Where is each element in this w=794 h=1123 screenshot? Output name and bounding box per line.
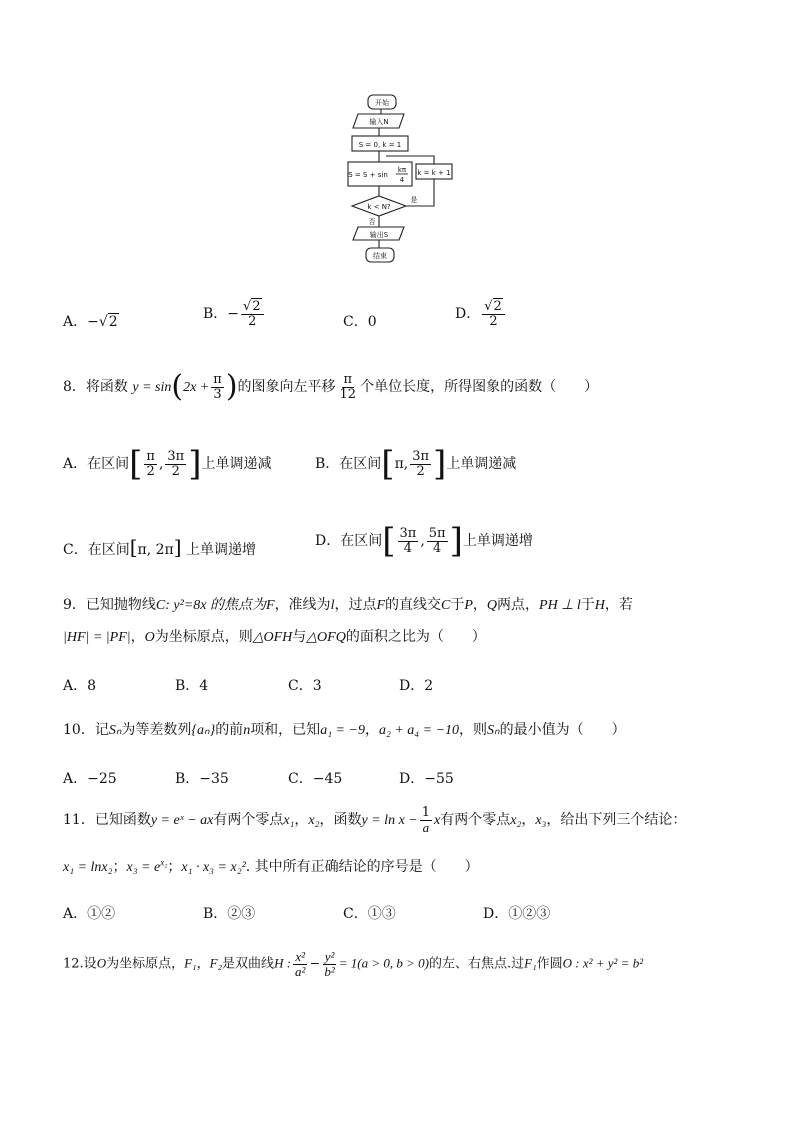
fraction-denominator: 4 [433,540,442,556]
math-expression: x₃ = e [126,860,161,875]
math-symbol: x₂ [510,813,522,829]
q10-option-b: B．−35 [175,771,229,787]
fraction-denominator: 12 [339,386,357,402]
math-expression: a₁ = −9 [320,723,365,738]
math-expression: △OFQ [306,630,346,645]
fraction-denominator: b² [324,963,335,979]
q10-option-a: A．−25 [63,771,117,787]
math-symbol: x [434,813,441,829]
stem-text: 两点， [497,597,540,613]
q11-option-a: A．①② [63,906,116,922]
stem-text: 的前 [215,722,244,738]
fraction-numerator: π [213,371,222,387]
flow-start-label: 开始 [375,99,389,107]
stem-text: ，给出下列三个结论： [546,812,687,829]
math-symbol: F [266,598,275,613]
fraction-numerator: y² [324,949,335,964]
q9-option-c: C．3 [288,678,322,694]
math-expression: = 1(a > 0, b > 0) [338,955,429,971]
stem-text: ， [521,812,536,829]
q9-option-b: B．4 [175,678,209,694]
q8-option-d: D．在区间[ $\frac{3\pi}{4}$ , $\frac{5\pi}{4}$ ]上单调递增 [315,521,533,561]
math-expression: : y²=8x 的焦点为 [165,598,266,613]
math-expression: O : x² + y² = b² [562,955,644,971]
fraction-denominator: 4 [403,540,413,556]
q11-option-c: C．①③ [343,906,396,922]
stem-text: ， [364,722,379,738]
stem-text: 于 [580,597,595,613]
math-symbol: x₂ [308,813,320,829]
math-expression: {aₙ} [191,723,216,738]
option-text: D．在区间 [315,533,383,549]
option-text: B．在区间 [315,456,382,472]
stem-text: ，若 [604,597,633,613]
math-expression: x₁ = lnx₂ [63,860,113,875]
fraction-numerator: 3π [412,448,430,464]
q10-option-d: D．−55 [399,771,454,787]
fraction-denominator: 2 [416,463,425,479]
q8-option-b: B．在区间[π, $\frac{3\pi}{2}$ ]上单调递减 [315,444,517,484]
math-symbol: n [243,723,251,738]
fraction-numerator: 2 [252,299,261,314]
stem-text: 的面积之比为（ ） [345,629,486,645]
q8-stem: 8．将函数 y = sin(2x + $\frac{\pi}{3}$ )的图象向左平移 $\frac{\pi}{12}$ 个单位长度，所得图象的函数（ ） [63,369,599,404]
math-symbol: C [441,598,451,613]
option-label: B． [203,306,228,323]
q12-stem [63,950,643,978]
math-expression: |HF| = |PF| [63,630,131,645]
q7-option-b: B．− $\frac{√2}{2}$ [203,300,266,328]
fraction-denominator: a² [295,963,306,979]
q9-option-a: A．8 [63,678,97,694]
stem-text: ，则 [459,722,488,738]
stem-text: ； [112,859,127,875]
q11-option-b: B．②③ [203,906,256,922]
option-label: A． [63,314,88,330]
option-text: 上单调递增 [462,533,533,549]
q9-stem-line1 [63,594,633,614]
q10-stem [63,719,626,739]
math-symbol: O [96,955,107,971]
fraction-denominator: 2 [171,463,180,479]
math-symbol: H : [274,955,292,971]
fraction-numerator: 1 [421,805,431,820]
option-text: A．在区间 [63,456,130,472]
math-symbol: C [155,598,166,613]
function-expression: y = sin [132,380,172,395]
radicand: 2 [108,314,118,330]
math-symbol: H [594,598,605,613]
stem-text: 是双曲线 [222,956,275,972]
fraction-denominator: 3 [213,386,222,402]
flow-update-s-den: 4 [399,176,405,184]
superscript: x₂ [160,857,168,868]
math-symbol: l [330,598,335,613]
fraction-numerator: 3π [167,448,185,464]
fraction-denominator: 2 [489,313,498,329]
flow-condition-label: k < N? [367,203,391,211]
stem-text: ，函数 [319,812,362,829]
stem-text: 于 [450,597,465,613]
q11-option-d: D．①②③ [483,906,551,922]
math-symbol: F₁ [524,955,537,971]
minus-sign: − [87,314,99,330]
stem-text: 个单位长度，所得图象的函数（ ） [360,379,599,395]
stem-text: ； [167,859,182,875]
flow-no-label: 否 [368,218,376,226]
flow-input-label: 输入N [369,118,389,126]
stem-text: ， [196,956,210,972]
flow-end-label: 结束 [373,252,387,260]
q11-stem-line2 [63,856,479,876]
flow-update-s-label: S = S + sin [348,171,388,179]
math-expression: PH ⊥ l [539,598,581,613]
fraction-numerator: π [343,371,353,387]
q8-option-a: A．在区间[ $\frac{\pi}{2}$ , $\frac{3\pi}{2}$ ]上单调递减 [63,444,272,484]
stem-text: ， [294,812,309,829]
stem-text: 的直线交 [385,597,442,613]
option-text: 上单调递减 [446,456,517,472]
q11-stem-line1 [63,806,686,834]
math-symbol: Sₙ [108,723,122,738]
math-symbol: P [464,598,473,613]
fraction-denominator: 2 [146,463,155,479]
fraction-numerator: 2 [493,299,502,314]
fraction-numerator: x² [295,949,306,964]
stem-text: 有两个零点 [440,812,511,829]
flow-init-label: S = 0, k = 1 [358,141,402,149]
flow-update-k-label: k = k + 1 [417,169,451,177]
option-text: 上单调递减 [201,456,272,472]
q10-option-c: C．−45 [288,771,343,787]
math-symbol: Q [486,598,498,613]
question-number: 10．记 [63,722,109,738]
interval: π, 2π [137,542,174,558]
stem-text: 作圆 [536,956,563,972]
stem-text: 为等差数列 [121,722,192,738]
fraction-numerator: 3π [399,525,417,541]
stem-text: 的最小值为（ ） [499,722,626,738]
stem-text: . 其中所有正确结论的序号是（ ） [245,859,479,875]
math-expression: y = ln x − [361,813,418,829]
fraction-denominator: a [422,819,430,835]
function-argument: 2x + [183,380,210,395]
question-number: 12.设 [63,956,97,972]
stem-text: ， [130,629,145,645]
option-label: D． [455,306,481,323]
stem-text: ，过点 [334,597,377,613]
stem-text: 有两个零点 [213,812,284,829]
math-symbol: x₃ [535,813,547,829]
stem-text: 项和，已知 [250,722,321,738]
question-number: 9．已知抛物线 [63,597,156,613]
math-symbol: O [144,630,155,645]
math-expression: △OFH [252,630,293,645]
option-label: C． [343,314,368,330]
minus-sign: − [309,956,321,972]
flow-update-s-num: kπ [397,166,407,174]
math-symbol: F₂ [209,955,223,971]
flow-yes-label: 是 [410,196,418,204]
flowchart [336,92,456,272]
stem-text: 与 [292,629,307,645]
flow-output-label: 输出S [369,231,389,239]
minus-sign: − [227,306,240,323]
q9-option-d: D．2 [399,678,434,694]
option-text: C．在区间 [63,542,130,558]
stem-text: 的左、右焦点.过 [428,956,525,972]
math-symbol: x₁ [283,813,295,829]
question-number: 11．已知函数 [63,812,151,829]
math-symbol: Sₙ [487,723,500,738]
math-expression: x₁ · x₃ = x₂² [181,860,246,875]
fraction-numerator: π [146,448,155,464]
interval-start: π, [394,456,409,472]
stem-text: ，准线为 [274,597,331,613]
stem-text: 为坐标原点， [106,956,185,972]
math-symbol: F [376,598,386,613]
q9-stem-line2 [63,626,486,646]
fraction-numerator: 5π [428,525,446,541]
math-expression: y = eˣ − ax [150,813,214,829]
q7-option-c [343,311,377,331]
stem-text: 的图象向左平移 [237,379,336,395]
option-value: 0 [367,314,377,330]
stem-text: 为坐标原点，则 [154,629,253,645]
q7-option-d: D． $\frac{√2}{2}$ [455,300,507,328]
option-text: 上单调递增 [186,542,257,558]
math-symbol: F₁ [184,955,197,971]
question-number: 8．将函数 [63,379,128,395]
math-expression: a₂ + a₄ = −10 [378,723,460,738]
q8-option-c: C．在区间[π, 2π] 上单调递增 [63,535,257,559]
fraction-denominator: 2 [248,313,257,329]
q7-option-a: A．−√2 [63,314,118,330]
stem-text: ， [472,597,487,613]
